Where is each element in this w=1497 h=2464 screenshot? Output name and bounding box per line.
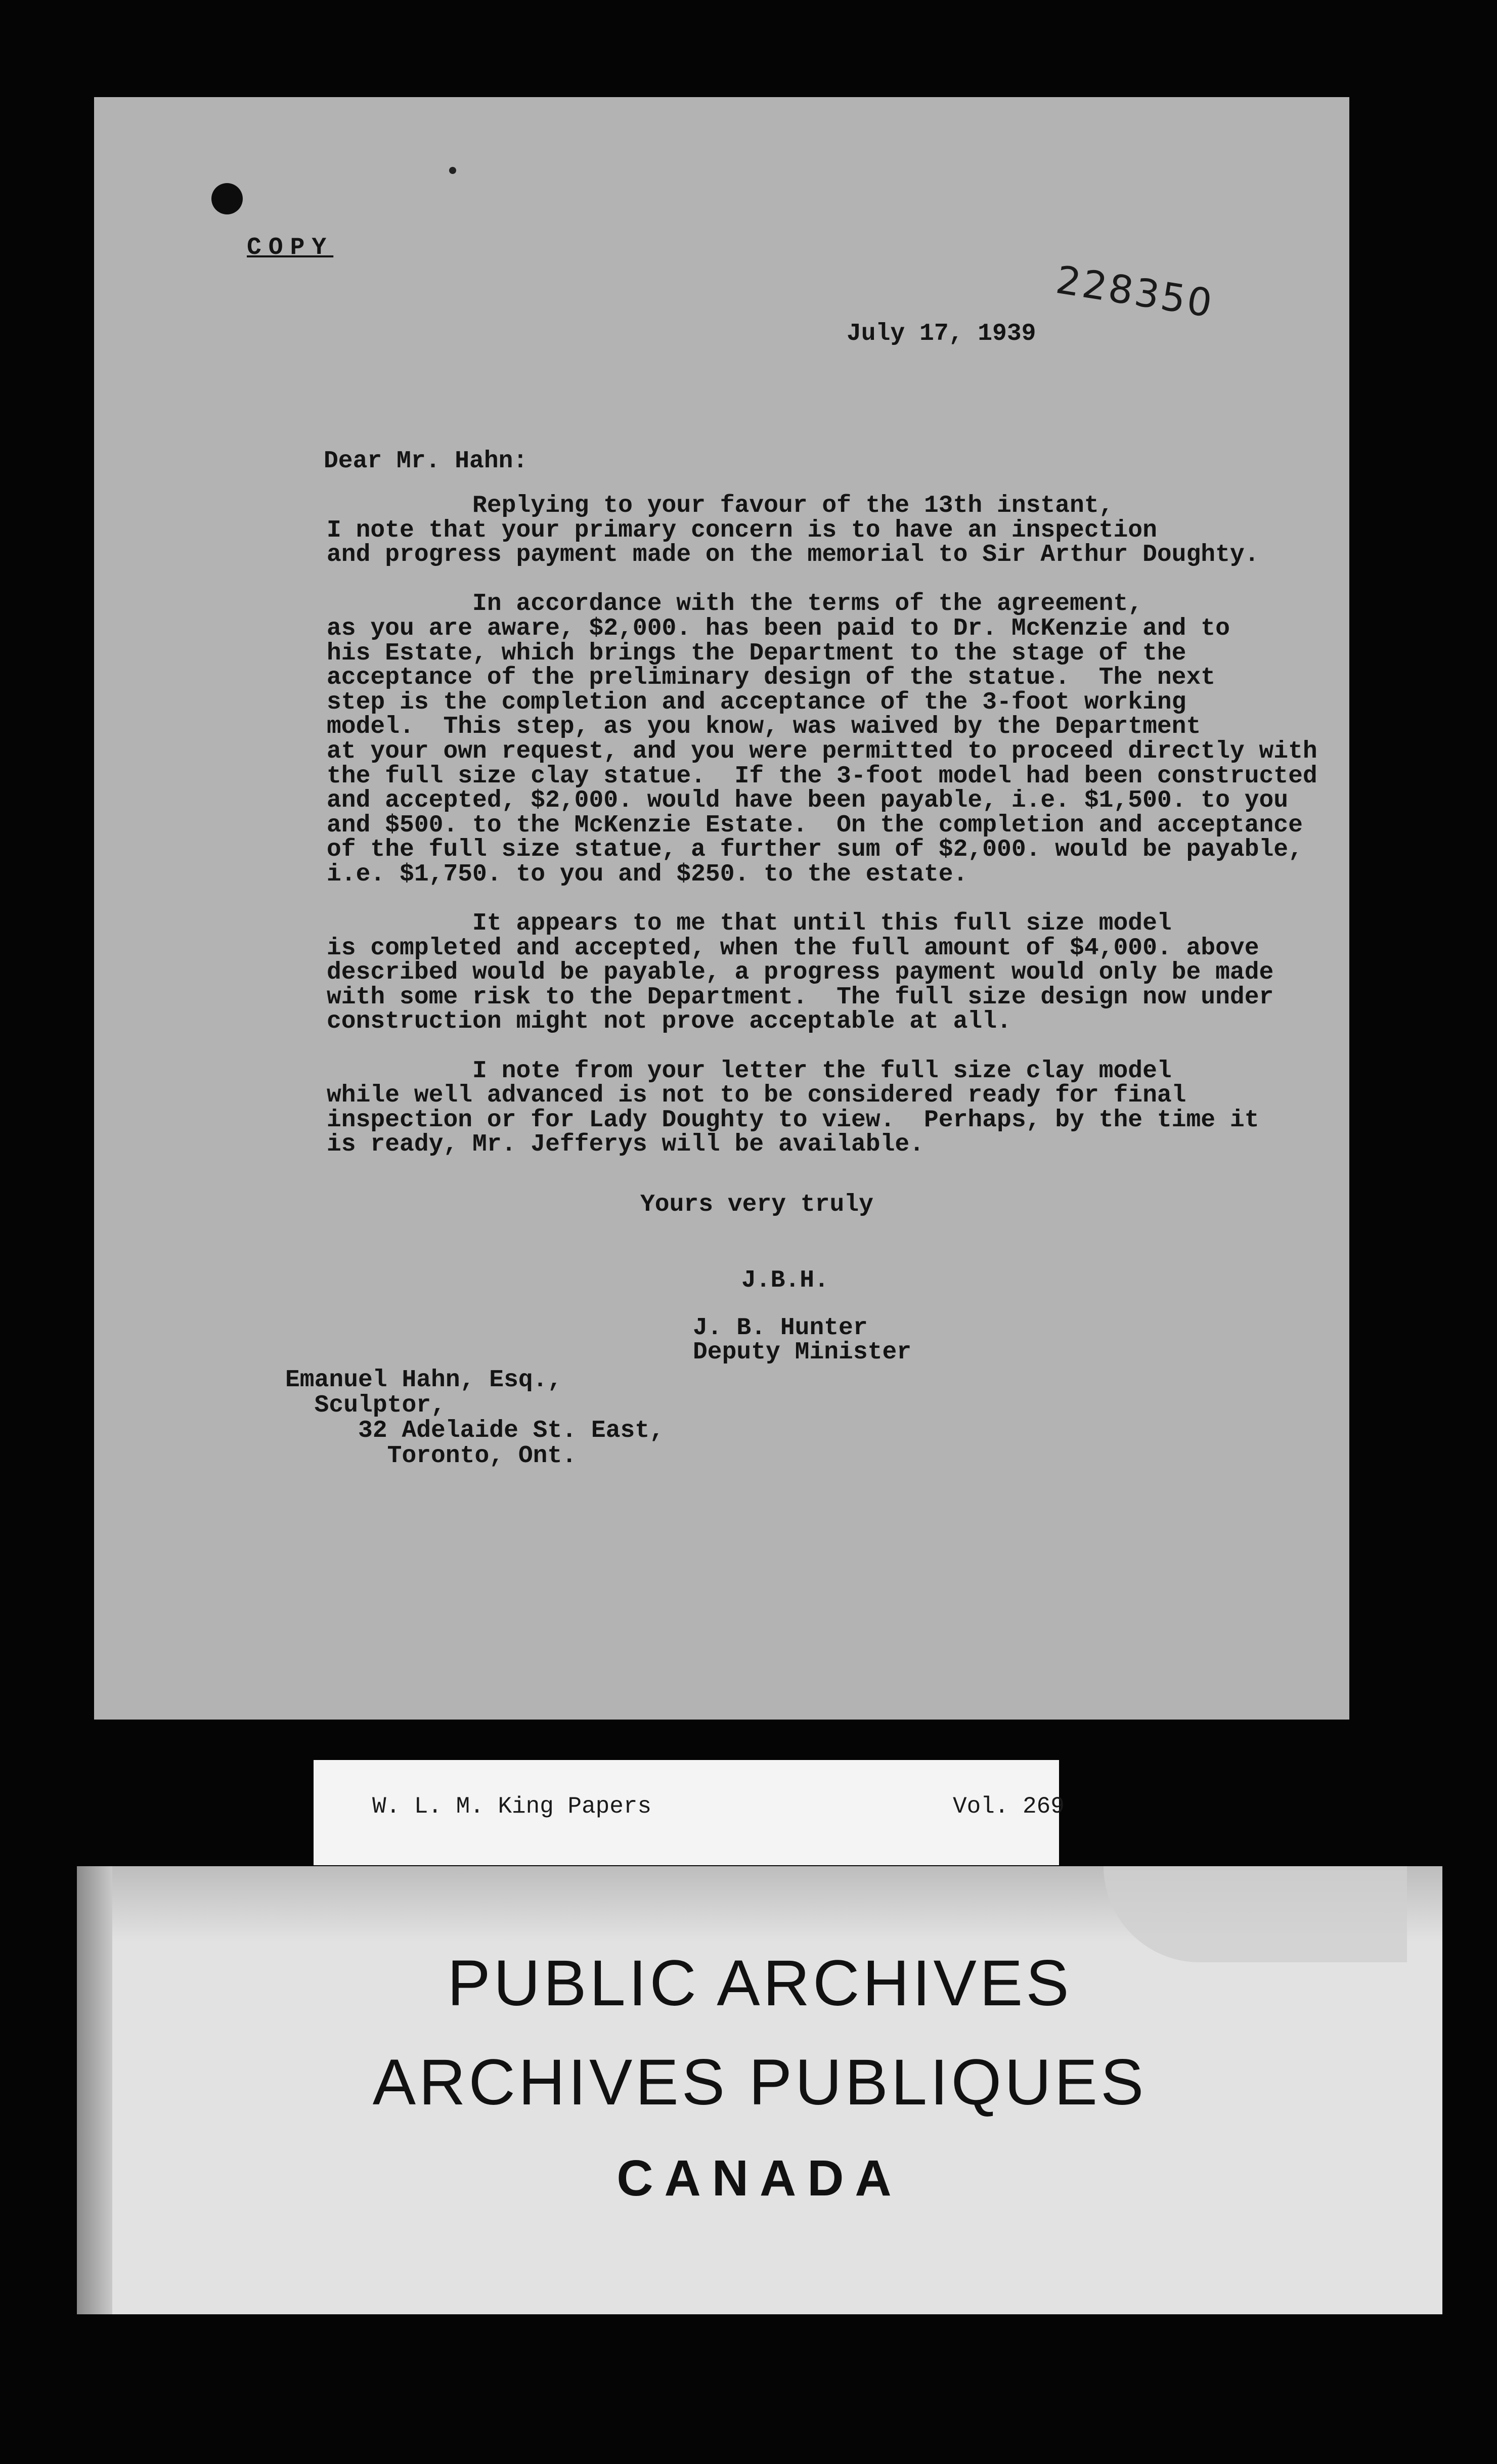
ink-dot xyxy=(449,167,456,174)
letter-body: Replying to your favour of the 13th instant, I note that your primary concern is to have an inspection and progress payment made on the memorial to Sir Arthur Doughty. In accordance with the terms of the agreement, as you are aware, $2,000. has been paid to Dr. McKenzie and to his Estate, which brings the Department to the stage of the acceptance of the preliminary design of the statue. The next step is the completion and acceptance of the 3-foot working model. This step, as you know, was waived by the Department at your own request, and you were permitted to proceed directly with the full size clay statue. If the 3-foot model had been constructed and accepted, $2,000. would have been payable, i.e. $1,500. to you and $500. to the McKenzie Estate. On the completion and acceptance of the full size statue, a further sum of $2,000. would be payable, i.e. $1,750. to you and $250. to the estate. It appears to me that until this full size model is completed and accepted, when the full amount of $4,000. above described would be payable, a progress payment would only be made with some risk to the Department. The full size design now under construction might not prove acceptable at all. I note from your letter the full size clay model while well advanced is not to be considered ready for final inspection or for Lady Doughty to view. Perhaps, by the time it is ready, Mr. Jefferys will be available. xyxy=(327,492,1317,1159)
letter-salutation: Dear Mr. Hahn: xyxy=(324,448,528,475)
signer-title: Deputy Minister xyxy=(693,1339,912,1366)
copy-mark: COPY xyxy=(247,234,334,261)
recipient-address: Emanuel Hahn, Esq., Sculptor, 32 Adelaide St. East, Toronto, Ont. xyxy=(285,1367,664,1470)
reel-collection: W. L. M. King Papers xyxy=(372,1793,652,1820)
letter-closing: Yours very truly xyxy=(640,1191,873,1218)
letter-initials: J.B.H. xyxy=(741,1267,829,1294)
archives-title-english: PUBLIC ARCHIVES xyxy=(447,1947,1072,2019)
archives-card xyxy=(77,1866,1442,2314)
reel-label xyxy=(314,1760,1065,1865)
archives-country: CANADA xyxy=(617,2150,903,2207)
archives-title-french: ARCHIVES PUBLIQUES xyxy=(372,2046,1147,2119)
letter-date: July 17, 1939 xyxy=(847,320,1036,347)
reel-volume: Vol. 269 xyxy=(953,1793,1065,1820)
document-stamp-number: 228350 xyxy=(1053,257,1217,327)
signer-name: J. B. Hunter xyxy=(693,1314,868,1342)
punch-hole xyxy=(211,183,243,214)
letter-signer xyxy=(693,1316,911,1365)
